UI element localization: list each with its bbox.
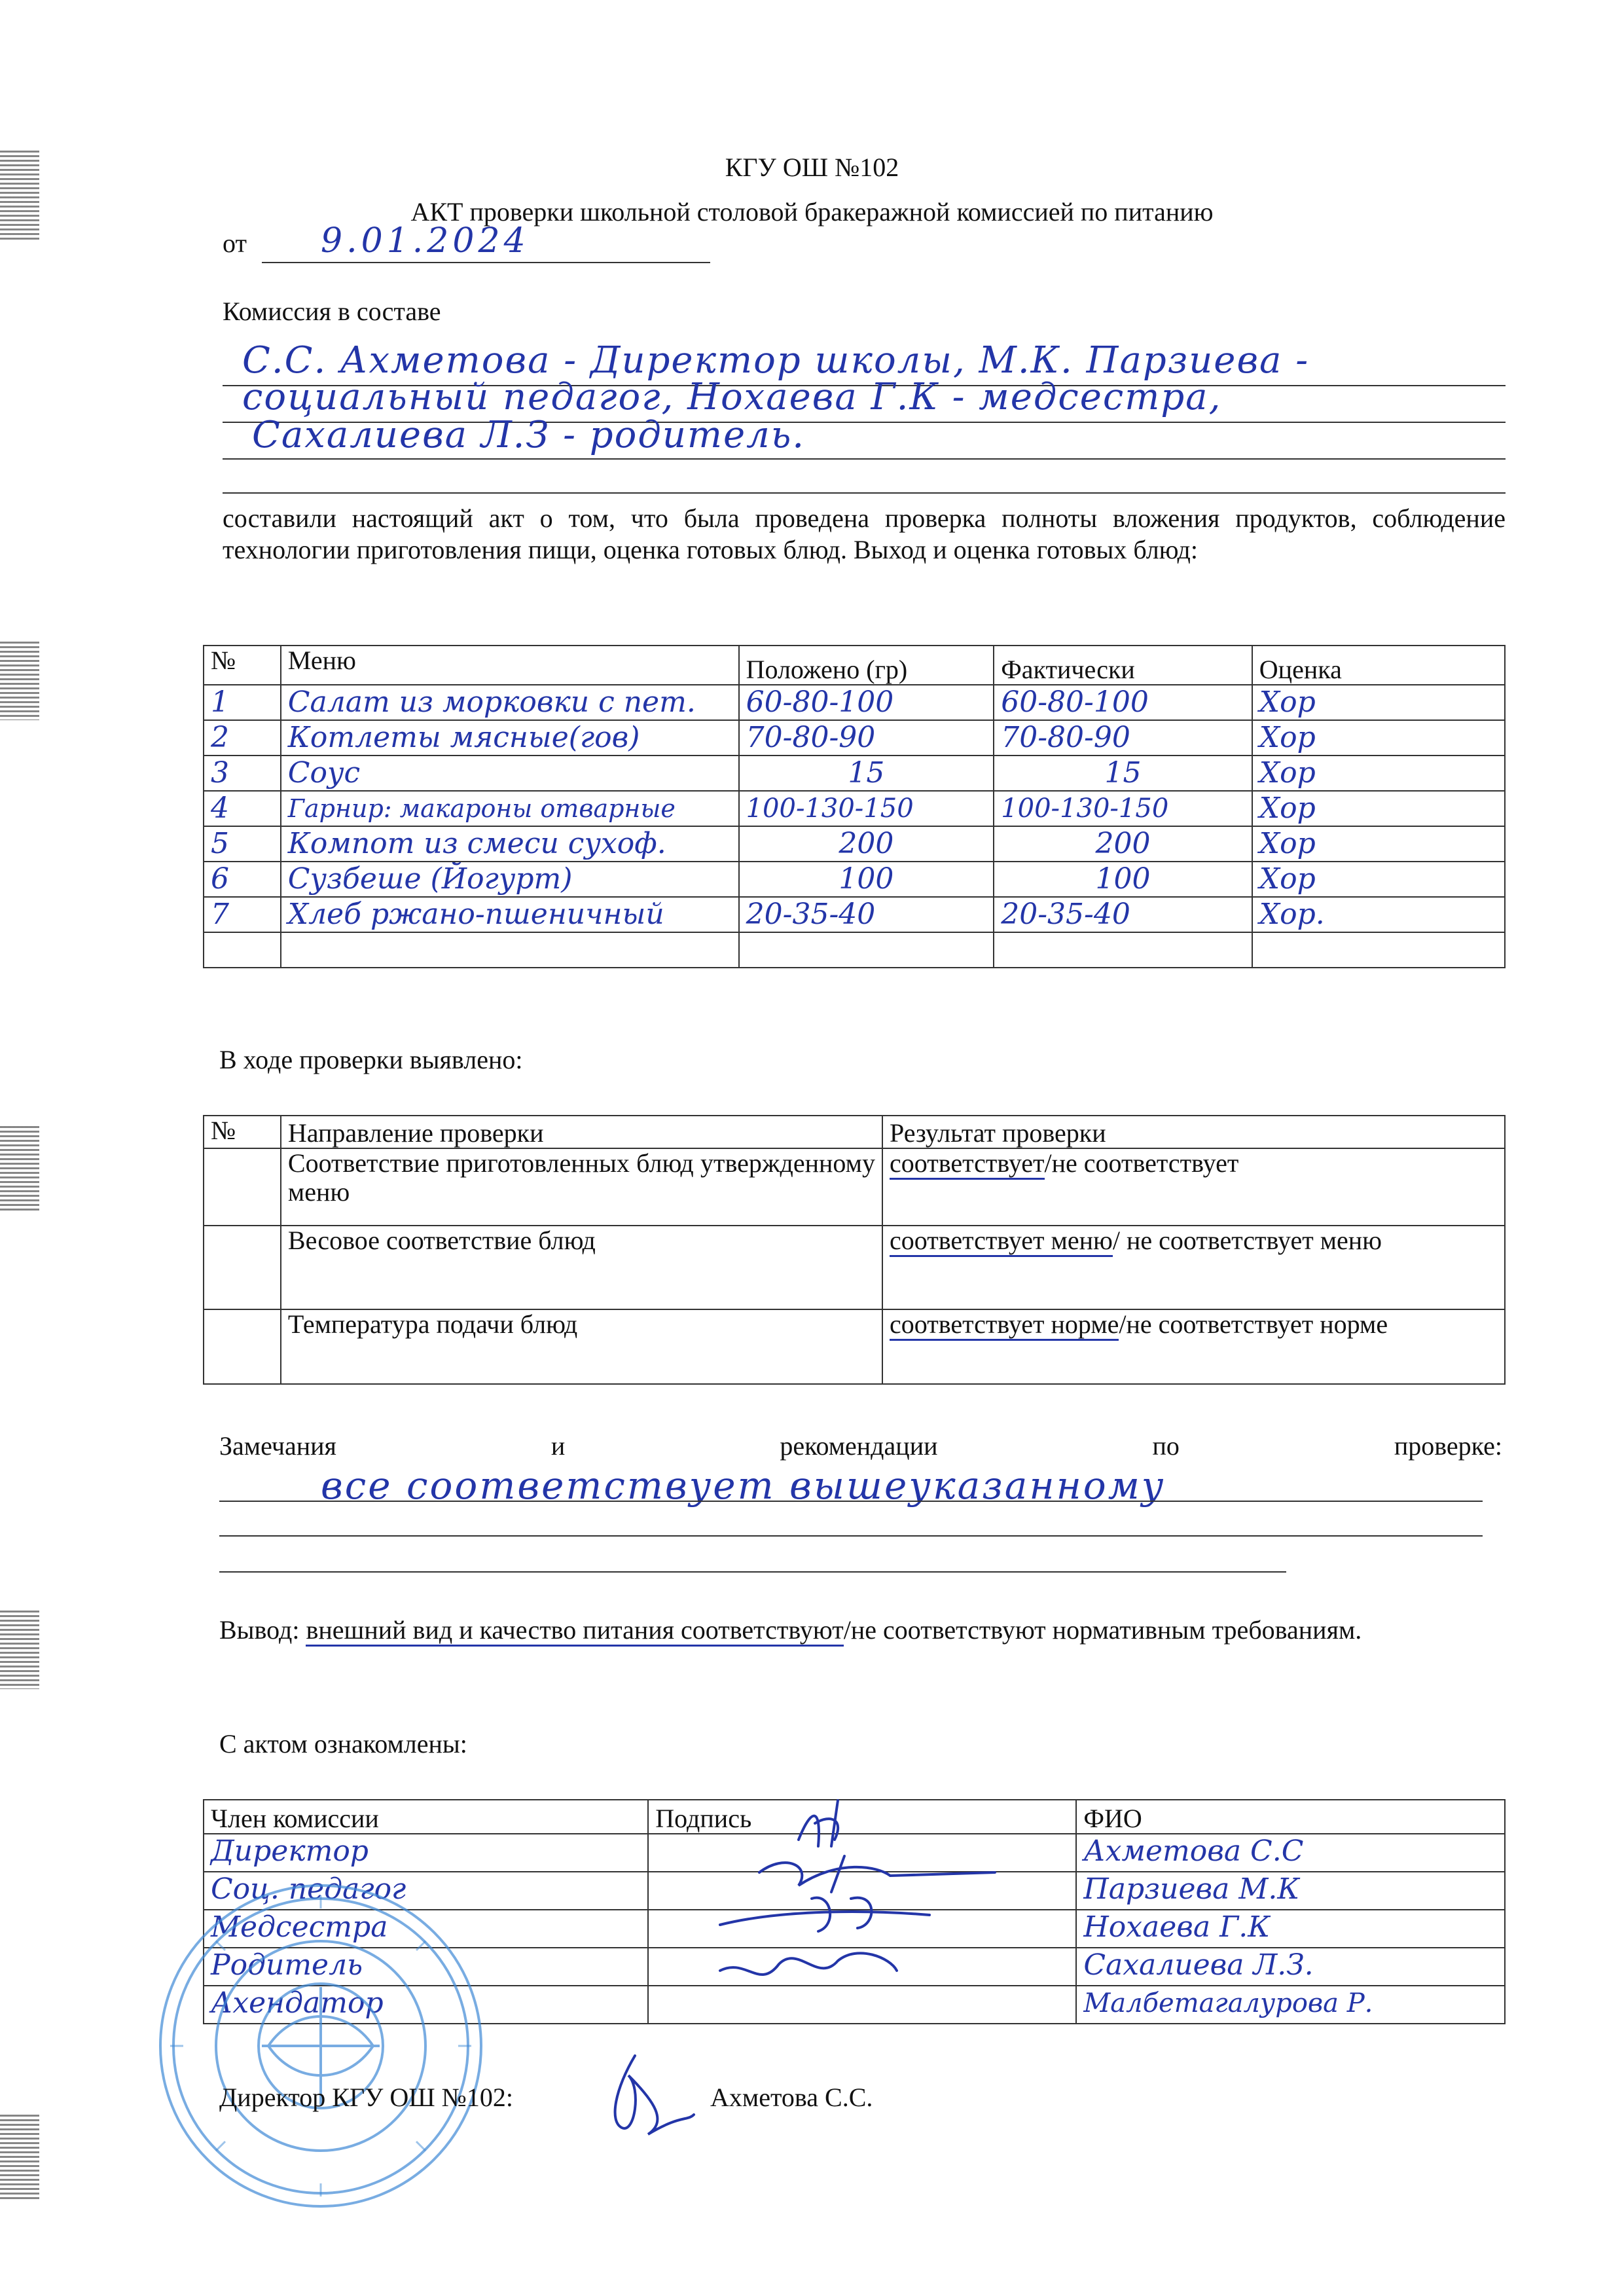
menu-row-dish: Компот из смеси сухоф. <box>281 826 739 862</box>
sig-col-member: Член комиссии <box>204 1800 648 1834</box>
menu-row-num: 5 <box>204 826 281 862</box>
menu-row-grade: Хор <box>1252 862 1505 897</box>
official-stamp <box>151 1876 491 2216</box>
menu-row-fact: 70-80-90 <box>994 720 1252 756</box>
menu-row-norm: 70-80-90 <box>739 720 994 756</box>
check-row-direction: Весовое соответствие блюд <box>281 1226 882 1309</box>
menu-row-norm: 20-35-40 <box>739 897 994 932</box>
sig-col-signature: Подпись <box>648 1800 1076 1834</box>
menu-row-grade <box>1252 932 1505 968</box>
remarks-line-3 <box>219 1571 1286 1573</box>
menu-row <box>204 756 1505 791</box>
commission-text-1: С.С. Ахметова - Директор школы, М.К. Парзиева - <box>242 339 1310 382</box>
scan-artifact <box>0 2115 39 2200</box>
menu-row-fact: 20-35-40 <box>994 897 1252 932</box>
commission-text-3: Сахалиева Л.З - родитель. <box>252 414 806 456</box>
menu-row-fact: 100 <box>994 862 1252 897</box>
signature-scribble <box>720 1953 897 1975</box>
scan-artifact <box>0 642 39 720</box>
sig-row-fio: Нохаева Г.К <box>1076 1910 1505 1948</box>
menu-row-grade: Хор <box>1252 756 1505 791</box>
commission-line-3 <box>223 458 1506 460</box>
menu-row-fact: 200 <box>994 826 1252 862</box>
menu-row-dish <box>281 932 739 968</box>
check-row-direction: Соответствие приготовленных блюд утвержденному меню <box>281 1148 882 1226</box>
remarks-line-1 <box>219 1501 1483 1502</box>
menu-row-norm: 100-130-150 <box>739 791 994 826</box>
menu-row-num: 2 <box>204 720 281 756</box>
check-table-header <box>204 1116 1505 1148</box>
menu-row-norm: 100 <box>739 862 994 897</box>
signature-scribble <box>799 1800 838 1846</box>
check-row <box>204 1226 1505 1309</box>
sig-row-role: Директор <box>204 1834 648 1872</box>
check-row-num <box>204 1148 281 1226</box>
check-row <box>204 1309 1505 1384</box>
menu-row-num: 1 <box>204 685 281 720</box>
sig-row-role: Медсестра <box>204 1910 648 1948</box>
menu-col-norm: Положено (гр) <box>739 646 994 685</box>
menu-col-fact: Фактически <box>994 646 1252 685</box>
check-result-alt: / не соответствует меню <box>1112 1226 1382 1255</box>
intro-paragraph: составили настоящий акт о том, что была проведена проверка полноты вложения продуктов, соблюдение технологии приготовления пищи, оценка готовых блюд. Выход и оценка готовых блюд: <box>223 503 1506 564</box>
check-row-num <box>204 1226 281 1309</box>
sig-row-role: Родитель <box>204 1948 648 1986</box>
menu-row-dish: Гарнир: макароны отварные <box>281 791 739 826</box>
check-result-selected: соответствует норме <box>890 1309 1119 1341</box>
menu-row-grade: Хор <box>1252 791 1505 826</box>
check-row-result <box>882 1148 1505 1226</box>
menu-row-fact: 60-80-100 <box>994 685 1252 720</box>
check-row <box>204 1148 1505 1226</box>
menu-table <box>203 645 1506 968</box>
menu-row <box>204 826 1505 862</box>
menu-row-norm: 15 <box>739 756 994 791</box>
conclusion-prefix: Вывод: <box>219 1615 300 1645</box>
commission-line-4 <box>223 492 1506 494</box>
menu-row-dish: Салат из морковки с пет. <box>281 685 739 720</box>
signature-scribble <box>720 1898 929 1931</box>
check-row-result <box>882 1226 1505 1309</box>
menu-row-fact: 100-130-150 <box>994 791 1252 826</box>
check-result-alt: /не соответствует норме <box>1119 1309 1388 1339</box>
menu-col-grade: Оценка <box>1252 646 1505 685</box>
director-name: Ахметова С.С. <box>710 2083 873 2112</box>
acquainted-label: С актом ознакомлены: <box>219 1729 467 1758</box>
scan-artifact <box>0 1611 39 1689</box>
remarks-line-2 <box>219 1535 1483 1537</box>
check-label: В ходе проверки выявлено: <box>219 1045 523 1074</box>
menu-col-num: № <box>204 646 281 685</box>
conclusion-selected: внешний вид и качество питания соответствуют <box>306 1615 843 1647</box>
menu-row-grade: Хор <box>1252 720 1505 756</box>
menu-row-num: 4 <box>204 791 281 826</box>
sig-col-fio: ФИО <box>1076 1800 1505 1834</box>
check-row-result <box>882 1309 1505 1384</box>
date-label: от <box>223 228 247 258</box>
check-col-num: № <box>204 1116 281 1148</box>
menu-row-dish: Сузбеше (Йогурт) <box>281 862 739 897</box>
menu-row-norm <box>739 932 994 968</box>
check-result-alt: /не соответствует <box>1044 1148 1239 1178</box>
check-row-num <box>204 1309 281 1384</box>
date-line <box>262 262 710 263</box>
sig-row-fio: Парзиева М.К <box>1076 1872 1505 1910</box>
check-result-selected: соответствует <box>890 1148 1045 1180</box>
sig-row-fio: Малбетагалурова Р. <box>1076 1986 1505 2024</box>
menu-row <box>204 720 1505 756</box>
menu-row-norm: 60-80-100 <box>739 685 994 720</box>
menu-row-fact <box>994 932 1252 968</box>
signature-scribble <box>759 1856 995 1892</box>
menu-row-num: 7 <box>204 897 281 932</box>
sig-row-fio: Сахалиева Л.З. <box>1076 1948 1505 1986</box>
date-value: 9.01.2024 <box>321 221 530 261</box>
menu-col-menu: Меню <box>281 646 739 685</box>
conclusion-rest: /не соответствуют нормативным требованиям. <box>843 1615 1362 1645</box>
menu-row <box>204 685 1505 720</box>
menu-row <box>204 897 1505 932</box>
conclusion-text <box>219 1614 1506 1646</box>
check-result-selected: соответствует меню <box>890 1226 1113 1257</box>
director-label: Директор КГУ ОШ №102: <box>219 2083 513 2112</box>
menu-row-num: 3 <box>204 756 281 791</box>
sig-row-role: Соц. педагог <box>204 1872 648 1910</box>
menu-row <box>204 862 1505 897</box>
menu-row-dish: Соус <box>281 756 739 791</box>
member-signatures <box>681 1794 1047 2043</box>
menu-row-dish: Хлеб ржано-пшеничный <box>281 897 739 932</box>
director-signature <box>589 2049 700 2147</box>
org-name: КГУ ОШ №102 <box>725 153 899 182</box>
menu-row-norm: 200 <box>739 826 994 862</box>
menu-row <box>204 791 1505 826</box>
commission-text-2: социальный педагог, Нохаева Г.К - медсестра, <box>242 376 1222 418</box>
menu-row-dish: Котлеты мясные(гов) <box>281 720 739 756</box>
act-title: АКТ проверки школьной столовой бракеражной комиссией по питанию <box>410 197 1214 227</box>
menu-row-num <box>204 932 281 968</box>
menu-row-empty <box>204 932 1505 968</box>
menu-row-grade: Хор <box>1252 685 1505 720</box>
menu-row-grade: Хор <box>1252 826 1505 862</box>
remarks-label: Замечания и рекомендации по проверке: <box>219 1431 1502 1461</box>
menu-row-grade: Хор. <box>1252 897 1505 932</box>
menu-row-fact: 15 <box>994 756 1252 791</box>
menu-table-header <box>204 646 1505 685</box>
check-row-direction: Температура подачи блюд <box>281 1309 882 1384</box>
sig-row-fio: Ахметова С.С <box>1076 1834 1505 1872</box>
scan-artifact <box>0 1126 39 1211</box>
check-table <box>203 1115 1506 1385</box>
check-col-direction: Направление проверки <box>281 1116 882 1148</box>
commission-label: Комиссия в составе <box>223 297 441 326</box>
sig-row-role: Ахендатор <box>204 1986 648 2024</box>
check-col-result: Результат проверки <box>882 1116 1505 1148</box>
remarks-handwritten: все соответствует вышеуказанному <box>321 1463 1166 1508</box>
menu-row-num: 6 <box>204 862 281 897</box>
